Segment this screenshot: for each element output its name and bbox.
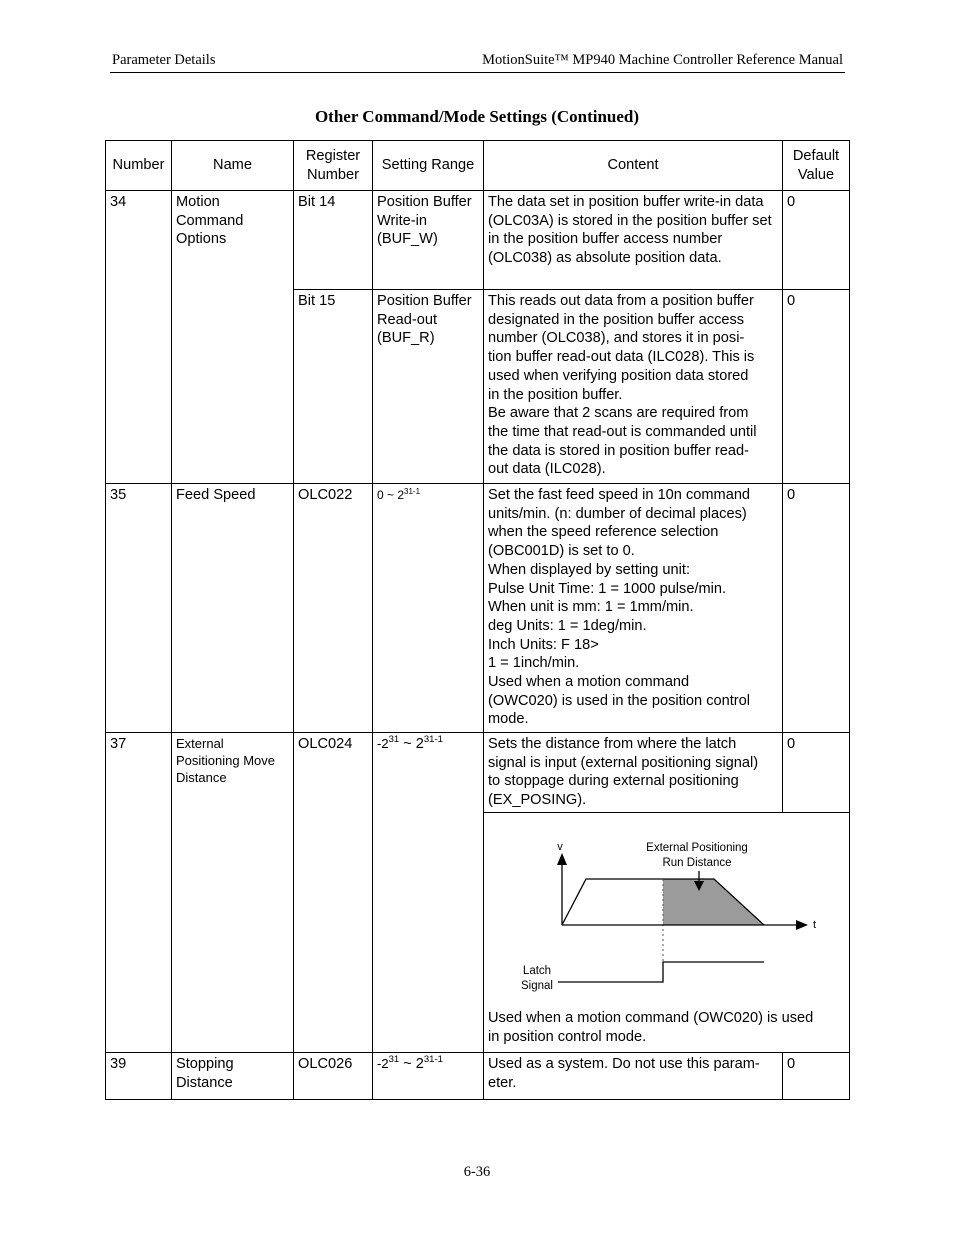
cell-default: 0 [783,484,850,733]
cell-name: Stopping Distance [172,1053,294,1100]
cell-content [484,484,783,733]
content-line: in the position buffer. [488,386,623,403]
cell-range: $-2^{31}$ ~ 2$^{31-1}$ [373,1053,484,1100]
cell-number: 39 [106,1053,172,1100]
col-header-default: Default Value [783,141,850,191]
cell-content [484,733,783,813]
run-distance-label: Run Distance [662,857,732,869]
external-positioning-diagram [488,813,844,1009]
cell-range: Position Buffer Write-in (BUF_W) [373,191,484,290]
content-line: Be aware that 2 scans are required from [488,405,749,422]
latch-signal-label: Signal [521,980,553,992]
content-line: (OWC020) is used in the position control [488,692,750,709]
content-line: Set the fast feed speed in 10n command [488,487,751,503]
content-line: used when verifying position data stored [488,367,749,384]
cell-content [484,290,783,484]
cell-name: External Positioning Move Distance [172,733,294,1053]
cell-register: Bit 15 [294,290,373,484]
content-line: 1 = 1inch/min. [488,655,580,672]
content-line: Used when a motion command [488,674,690,691]
cell-register: OLC022 [294,484,373,733]
content-line: (OBC001D) is set to 0. [488,543,635,560]
content-line: the time that read-out is commanded until [488,423,757,440]
content-line: Inch Units: F 18> [488,636,599,653]
parameter-table [105,140,850,1100]
running-header-section: Parameter Details [112,52,216,68]
content-line: This reads out data from a position buffer [488,293,754,309]
col-header-range: Setting Range [373,141,484,191]
t-axis-arrow-icon [796,920,808,930]
col-header-number: Number [106,141,172,191]
table-header-row [106,141,850,191]
content-line: Used as a system. Do not use this param- [488,1056,760,1072]
page-number: 6-36 [463,1164,491,1180]
content-line: to stoppage during external positioning [488,773,739,790]
content-line: deg Units: 1 = 1deg/min. [488,617,647,634]
range-exponent: 31-1 [404,487,421,496]
latch-signal-line [558,962,764,982]
cell-default: 0 [783,1053,850,1100]
cell-number: 37 [106,733,172,1053]
table-row [106,484,850,733]
run-distance-label: External Positioning [646,842,748,854]
content-line: signal is input (external positioning signal) [488,754,759,771]
cell-content [484,1053,783,1100]
content-line: number (OLC038), and stores it in posi- [488,330,745,347]
col-header-content: Content [484,141,783,191]
col-header-register: Register Number [294,141,373,191]
content-line: out data (ILC028). [488,461,606,478]
range-base: 0 ~ 2 [377,488,405,502]
cell-range: Position Buffer Read-out (BUF_R) [373,290,484,484]
cell-default: 0 [783,191,850,290]
table-row [106,733,850,813]
v-axis-arrow-icon [557,853,567,865]
running-header-title: MotionSuite™ MP940 Machine Controller Reference Manual [482,52,843,68]
content-line: When unit is mm: 1 = 1mm/min. [488,599,694,616]
content-line: tion buffer read-out data (ILC028). This is [488,349,755,366]
cell-content: The data set in position buffer write-in data (OLC03A) is stored in the position buffer set in the position buffer access number (OLC038) as absolute position data. [484,191,783,290]
content-line: (EX_POSING). [488,792,587,809]
content-line: eter. [488,1074,517,1091]
content-line: designated in the position buffer access [488,311,745,328]
table-row [106,191,850,290]
cell-range [373,484,484,733]
table-title: Other Command/Mode Settings (Continued) [314,107,640,126]
col-header-name: Name [172,141,294,191]
content-line: Sets the distance from where the latch [488,736,737,752]
cell-default: 0 [783,290,850,484]
cell-name: Motion Command Options [172,191,294,484]
run-distance-shade [663,879,764,925]
cell-range: $-2^{31}$ ~ 2$^{31-1}$ [373,733,484,1053]
header-rule [110,72,845,73]
cell-register: OLC024 [294,733,373,1053]
cell-register: OLC026 [294,1053,373,1100]
cell-number: 35 [106,484,172,733]
cell-number: 34 [106,191,172,484]
content-line: When displayed by setting unit: [488,561,690,578]
table-row [106,1053,850,1100]
content-line: units/min. (n: dumber of decimal places) [488,505,747,522]
cell-name: Feed Speed [172,484,294,733]
latch-signal-label: Latch [522,965,552,977]
cell-figure [484,813,850,1053]
figure-note-line: in position control mode. [488,1028,647,1045]
figure-note-line: Used when a motion command (OWC020) is used [488,1010,814,1026]
content-line: mode. [488,711,529,728]
cell-default: 0 [783,733,850,813]
content-line: the data is stored in position buffer read- [488,442,749,459]
content-line: when the speed reference selection [488,524,719,541]
content-line: Pulse Unit Time: 1 = 1000 pulse/min. [488,580,727,597]
cell-register: Bit 14 [294,191,373,290]
v-label: v [557,841,563,853]
t-label: t [813,919,817,931]
